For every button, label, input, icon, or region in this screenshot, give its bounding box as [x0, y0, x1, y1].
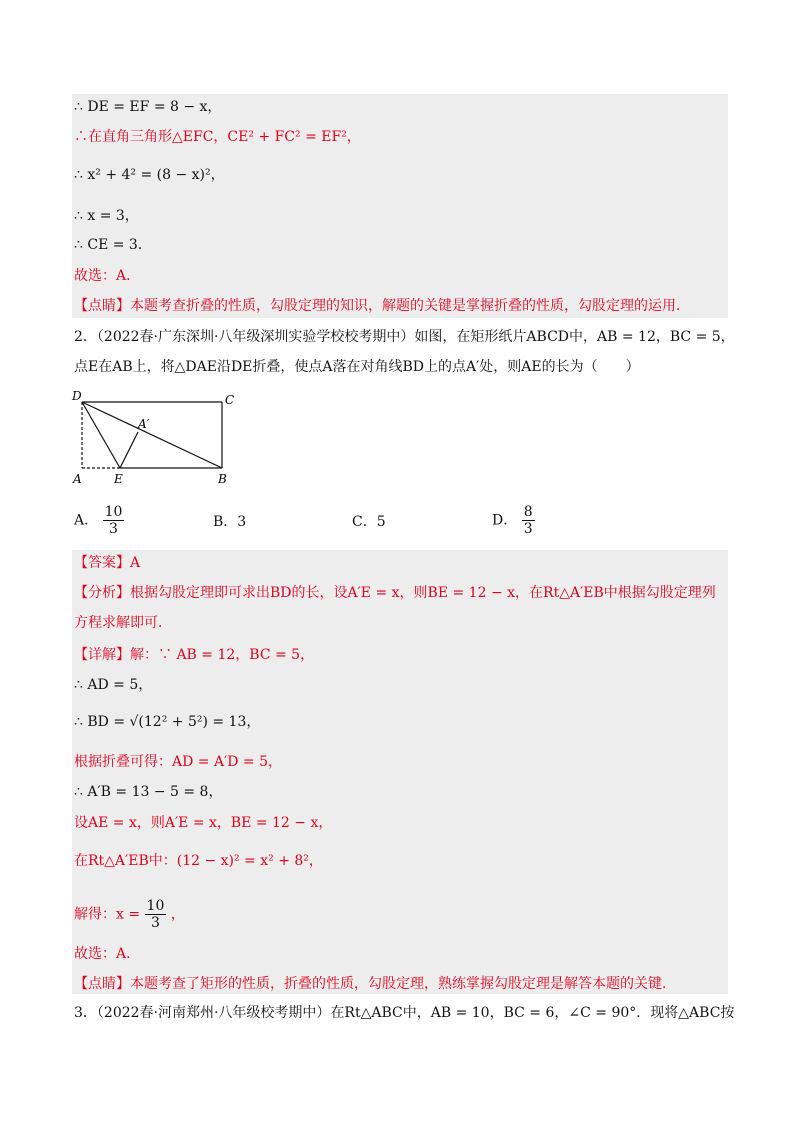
fraction-numerator: 8 [523, 504, 533, 520]
analysis-line-1: 【分析】根据勾股定理即可求出BD的长，设A′E = x，则BE = 12 − x，在Rt△A′EB中根据勾股定理列 [74, 585, 716, 601]
segment-DE [82, 402, 120, 468]
step-line: 根据折叠可得：AD = A′D = 5， [74, 754, 283, 770]
question-2-line-1: 2．（2022春·广东深圳·八年级深圳实验学校校考期中）如图，在矩形纸片ABCD中，AB = 12，BC = 5， [74, 329, 735, 345]
detail-line: 【详解】解：∵ AB = 12，BC = 5， [74, 647, 315, 663]
label-A-prime: A′ [138, 417, 150, 431]
fraction-denominator: 3 [523, 521, 533, 537]
option-A[interactable] [74, 504, 124, 537]
solve-line [74, 898, 185, 931]
option-A-fraction [103, 504, 125, 537]
answer-line: 【答案】A [74, 555, 141, 571]
fraction-denominator: 3 [109, 521, 118, 537]
label-A: A [73, 472, 82, 486]
step-line: ∴ DE = EF = 8 − x， [74, 99, 222, 115]
label-D: D [72, 389, 82, 403]
option-B[interactable]: B．3 [213, 514, 247, 530]
step-line: ∴ AD = 5， [74, 677, 153, 693]
label-C: C [225, 393, 235, 407]
question-2-line-2: 点E在AB上，将△DAE沿DE折叠，使点A落在对角线BD上的点A′处，则AE的长为（ ） [74, 359, 640, 375]
option-C[interactable]: C．5 [352, 514, 386, 530]
label-E: E [114, 472, 123, 486]
step-line: ∴ x = 3， [74, 208, 139, 224]
step-line: ∴ x² + 4² = (8 − x)²， [74, 167, 225, 183]
comment-line: 【点睛】本题考查了矩形的性质，折叠的性质，勾股定理，熟练掌握勾股定理是解答本题的关键． [74, 976, 676, 992]
comment-line: 【点睛】本题考查折叠的性质，勾股定理的知识，解题的关键是掌握折叠的性质，勾股定理的运用． [74, 298, 690, 314]
option-A-prefix: A． [74, 512, 99, 529]
analysis-line-2: 方程求解即可． [74, 615, 172, 631]
solve-suffix: ， [170, 906, 185, 923]
step-line: 在Rt△A′EB中：(12 − x)² = x² + 8²， [74, 853, 323, 869]
fraction-denominator: 3 [150, 915, 160, 931]
option-D-prefix: D． [492, 512, 518, 529]
step-line: ∴ BD = √(12² + 5²) = 13， [74, 714, 261, 730]
step-line: 设AE = x，则A′E = x，BE = 12 − x， [74, 815, 333, 831]
segment-EA-prime [120, 432, 138, 468]
step-line-red: ∴在直角三角形△EFC，CE² + FC² = EF²， [74, 129, 361, 145]
solve-fraction [145, 898, 167, 931]
diagonal-DB [82, 402, 222, 468]
question-3-line-1: 3．（2022春·河南郑州·八年级校考期中）在Rt△ABC中，AB = 10，BC = 6，∠C = 90°．现将△ABC按 [74, 1005, 735, 1021]
step-line: ∴ CE = 3． [74, 237, 152, 253]
step-line: 故选：A． [74, 268, 141, 284]
step-line: ∴ A′B = 13 − 5 = 8， [74, 784, 223, 800]
step-line: 故选：A． [74, 946, 141, 962]
label-B: B [218, 472, 227, 486]
solve-prefix: 解得：x = [74, 906, 141, 923]
option-D-fraction [522, 504, 535, 537]
step-line [74, 127, 361, 147]
fraction-numerator: 10 [104, 504, 123, 520]
option-D[interactable] [492, 504, 535, 537]
fraction-numerator: 10 [146, 898, 165, 914]
rectangle-fold-figure [70, 388, 270, 488]
